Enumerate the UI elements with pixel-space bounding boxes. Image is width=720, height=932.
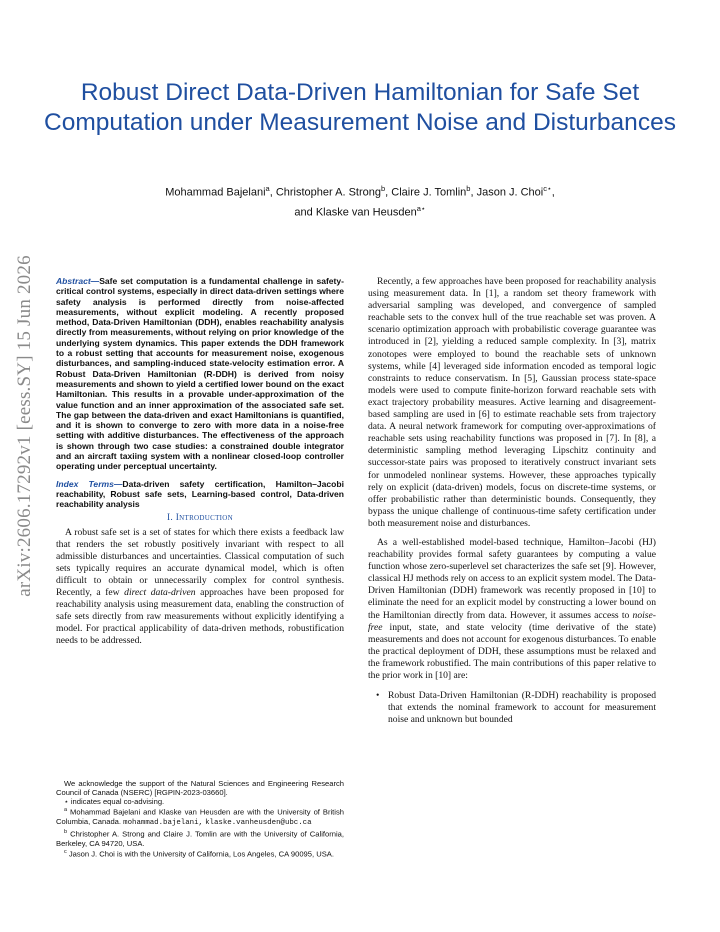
hj-paragraph [368,537,656,682]
index-terms-text: Data-driven safety certification, Hamilton–Jacobi reachability, Robust safe sets, Learning-based control, Data-driven reachability analysis [56,478,344,510]
footnote-affiliation-c [56,848,344,859]
intro-emphasis: direct data-driven [124,587,196,598]
abstract-label: Abstract— [56,276,100,286]
right-column [368,276,656,726]
author-list: Mohammad Bajelani$^a$, Christopher A. Strong$^b$, Claire J. Tomlin$^b$, Jason J. Choi$^{c⋆}$, and Klaske van Heusden$^{a⋆}$ [165,184,555,219]
footnote-acknowledgment: We acknowledge the support of the Natural Sciences and Engineering Research Council of Canada (NSERC) [RGPIN-2023-03660]. [56,779,344,798]
email-address[interactable]: klaske.vanheusden@ubc.ca [205,818,312,827]
author-affiliation-mark: b [380,184,386,193]
left-column [56,276,344,647]
author-name: Christopher A. Strong [275,186,381,199]
footnote-text: Christopher A. Strong and Claire J. Tomlin are with the University of California, Berkeley, CA 94720, USA. [56,829,344,848]
index-terms-label: Index Terms— [56,478,123,489]
author-affiliation-mark: a⋆ [416,203,426,213]
author-name: Klaske van Heusden [315,206,417,219]
author-name: Jason J. Choi [476,186,544,199]
intro-text: approaches have been proposed for reachability analysis using measurement data, enabling the construction of safe sets directly from raw measurements without explicitly identifying a model. For practical applicability of data-driven methods, robustification needs to be addressed. [56,587,344,647]
arxiv-stamp [5,256,45,596]
arxiv-identifier: arXiv:2606.17292v1 [eess.SY] 15 Jun 2026 [14,255,35,597]
section-title: Introduction [175,512,233,523]
author-affiliation-mark: a [265,184,270,193]
footnote-affiliation-a [56,806,344,828]
intro-text: A robust safe set is a set of states for which there exists a feedback law that renders the set robustly positively invariant with respect to all admissible disturbances and uncertainties. Classical computation of such sets typically requires an accurate dynamical model, which is often difficult to obtain or unnecessarily complex for control synthesis. Recently, a few [56,526,344,598]
intro-paragraph [56,527,344,648]
hj-text: As a well-established model-based technique, Hamilton–Jacobi (HJ) reachability provides formal safety guarantees by computing a value function whose zero-superlevel set characterizes the safe set [9]. However, classical HJ methods rely on access to an explicit system model. The Data-Driven Hamiltonian (DDH) framework was recently proposed in [10] to eliminate the need for an explicit model by constructing a lower bound on the Hamiltonian directly from data. However, it assumes access to [368,536,656,621]
bullet-icon: • [376,690,380,702]
footnote-mark: b [64,829,68,835]
author-affiliation-mark: c⋆ [543,184,552,193]
contribution-item [368,690,656,726]
author-affiliation-mark: b [466,184,471,193]
footnote-text: Mohammad Bajelani and Klaske van Heusden are with the University of British Columbia, Canada. [56,807,344,826]
paper-title: Robust Direct Data-Driven Hamiltonian for Safe Set Computation under Measurement Noise and Disturbances [44,79,676,136]
index-terms [56,479,344,510]
author-name: Mohammad Bajelani [165,186,266,199]
footnote-mark: c [64,848,67,855]
footnote-text: Jason J. Choi is with the University of California, Los Angeles, CA 90095, USA. [66,849,334,859]
section-heading [56,513,344,523]
author-name: Claire J. Tomlin [391,186,467,199]
footnote-mark: a [64,807,68,814]
related-work-paragraph: Recently, a few approaches have been proposed for reachability analysis using measurement data. In [1], a random set theory framework with adversarial sampling was developed, and convergence of sampled reachable sets to the convex hull of the true reachable set was proven. A scenario optimization approach with probabilistic coverage guarantee was introduced in [2], yielding a reduced sample complexity. In [3], matrix zonotopes were employed to bound the reachable sets of unknown systems, while [4] leveraged side information encoded as temporal logic constraints to reduce conservatism. In [5], Gaussian process state-space models were used to compute finite-horizon forward reachable sets with exact trajectory probability measures. Active learning and disagreement-based sampling are used in [6] to estimate reachable sets from trajectory data. A neural network framework for computing over-approximations of reachable sets using reachability functions was proposed in [7]. In [8], a deterministic sampling method leveraging Lipschitz continuity and successor-state pairs was proposed to iteratively construct invariant sets for unmodeled nonlinear systems. However, these approaches typically rely on explicit (data-driven) models, focus on discrete-time systems, or offer probabilistic rather than deterministic bounds. Consequently, they bypass the unique challenge of continuous-time safety certification under both measurement noise and disturbances. [368,276,656,529]
footnotes [56,779,344,858]
section-number: I. [166,512,174,523]
abstract-text: Safe set computation is a fundamental challenge in safety-critical control systems, especially in direct data-driven settings where safety analysis is performed directly from noise-affected measurements, without explicit modeling. A recently proposed method, Data-Driven Hamiltonian (DDH), enables reachability analysis directly from measurements, without relying on prior knowledge of the underlying system dynamics. This paper extends the DDH framework to a robust setting that accounts for measurement noise, exogenous disturbances, and sampling-induced state-velocity estimation error. A Robust Data-Driven Hamiltonian (R-DDH) is derived from noisy measurements and shown to yield a certified lower bound on the exact Hamiltonian. This results in a provable under-approximation of the value function and an inner approximation of the associated safe set. The gap between the data-driven and exact Hamiltonians is quantified, and it is shown to converge to zero with more data in a noise-free setting with additive disturbances. The effectiveness of the approach is shown through two case studies: a constrained double integrator and an aircraft taxiing system with a nonlinear closed-loop controller operating under perceptual uncertainty. [56,276,344,472]
abstract [56,276,344,472]
footnote-affiliation-b [56,828,344,848]
contribution-text: Robust Data-Driven Hamiltonian (R-DDH) reachability is proposed that extends the nominal framework to account for measurement noise and unknown but bounded [388,690,656,726]
hj-text: input, state, and state velocity (time derivative of the state) measurements and does not account for exogenous disturbances. To enable the practical deployment of DDH, these assumptions must be relaxed and the framework robustified. The main contributions of this paper relative to the prior work in [10] are: [368,621,656,681]
hj-emphasis: noise-free [368,609,656,633]
footnote-equal-advising: ⋆ indicates equal co-advising. [64,797,165,807]
email-address[interactable]: mohammad.bajelani, [123,818,203,827]
